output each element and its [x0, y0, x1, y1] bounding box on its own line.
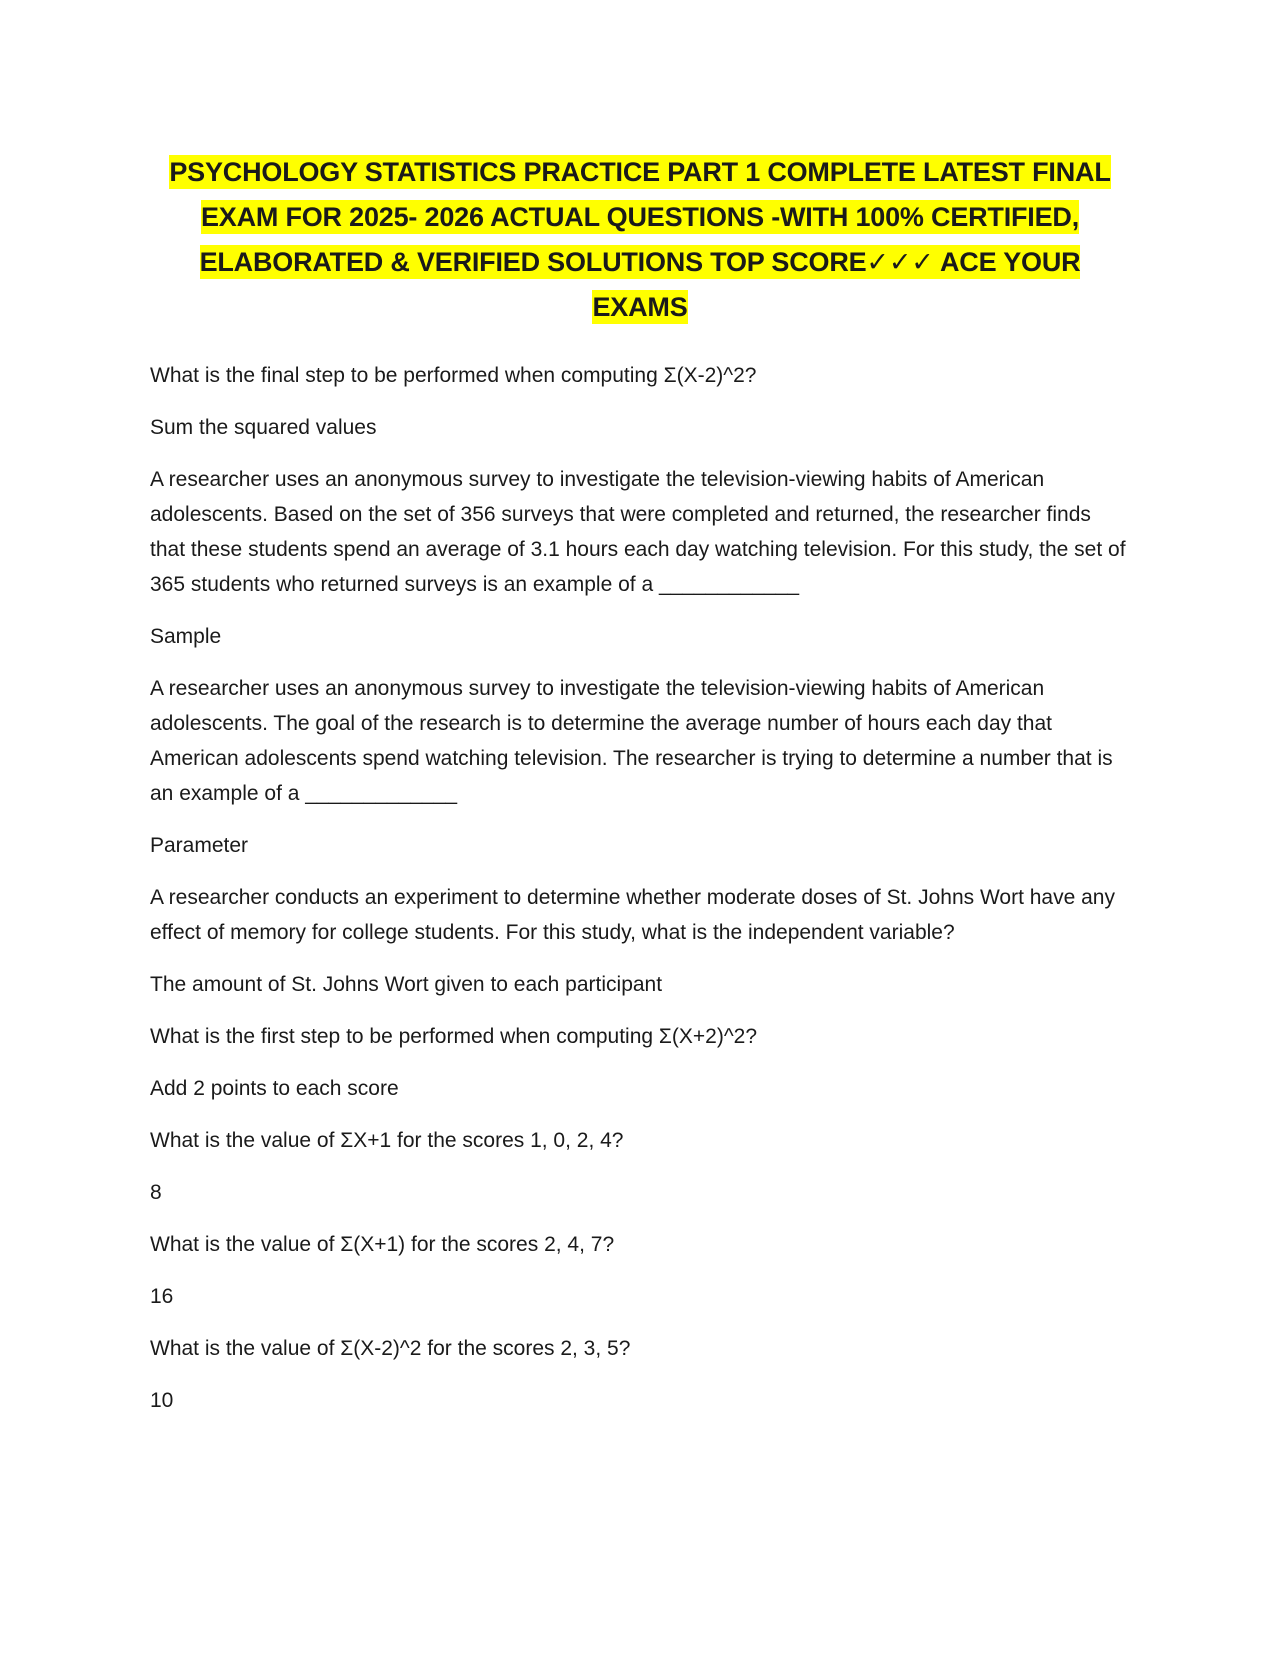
answer-3: Parameter	[150, 834, 249, 857]
question-4: A researcher conducts an experiment to determine whether moderate doses of St. Johns Wort have any effect of memory for college students. For this study, what is the independent variable?	[150, 886, 1115, 944]
document-title	[150, 150, 1130, 330]
answer-5: Add 2 points to each score	[150, 1077, 399, 1100]
answer-8: 10	[150, 1389, 174, 1412]
question-5: What is the first step to be performed when computing Σ(X+2)^2?	[150, 1025, 758, 1048]
answer-4: The amount of St. Johns Wort given to each participant	[150, 973, 663, 996]
question-1: What is the final step to be performed when computing Σ(X-2)^2?	[150, 364, 757, 387]
question-3: A researcher uses an anonymous survey to investigate the television-viewing habits of American adolescents. The goal of the research is to determine the average number of hours each day that American adolescents spend watching television. The researcher is trying to determine a number that is an example of a _____________	[150, 677, 1113, 805]
answer-6: 8	[150, 1181, 162, 1204]
question-6: What is the value of ΣX+1 for the scores 1, 0, 2, 4?	[150, 1129, 624, 1152]
question-2: A researcher uses an anonymous survey to investigate the television-viewing habits of American adolescents. Based on the set of 356 surveys that were completed and returned, the researcher finds that these students spend an average of 3.1 hours each day watching television. For this study, the set of 365 students who returned surveys is an example of a ____________	[150, 468, 1126, 596]
answer-1: Sum the squared values	[150, 416, 377, 439]
answer-2: Sample	[150, 625, 222, 648]
document-title-text: PSYCHOLOGY STATISTICS PRACTICE PART 1 COMPLETE LATEST FINAL EXAM FOR 2025- 2026 ACTUAL QUESTIONS -WITH 100% CERTIFIED, ELABORATED & VERIFIED SOLUTIONS TOP SCORE✓✓✓ ACE YOUR EXAMS	[169, 157, 1111, 322]
question-7: What is the value of Σ(X+1) for the scores 2, 4, 7?	[150, 1233, 615, 1256]
answer-7: 16	[150, 1285, 174, 1308]
question-8: What is the value of Σ(X-2)^2 for the scores 2, 3, 5?	[150, 1337, 631, 1360]
